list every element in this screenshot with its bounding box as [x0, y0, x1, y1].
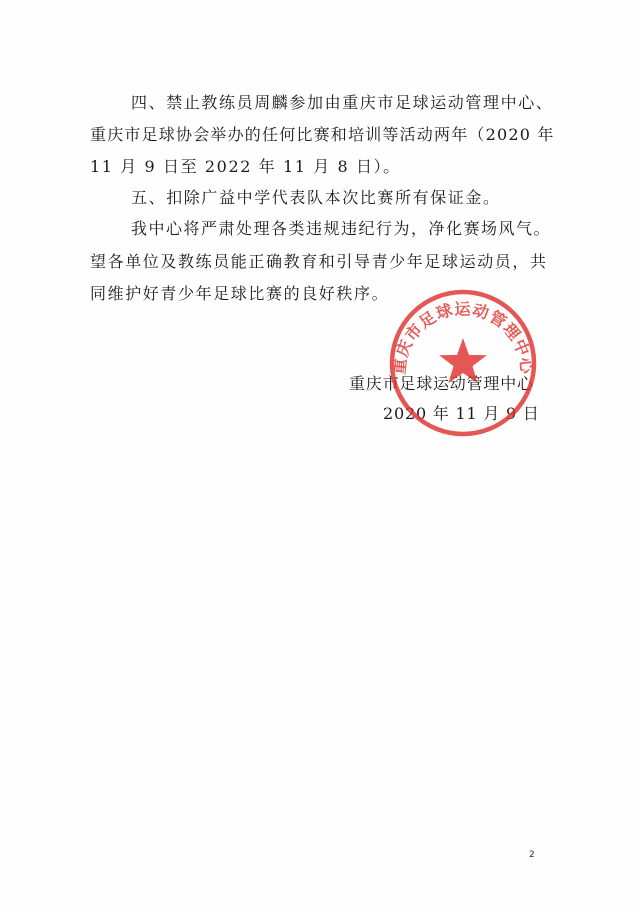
paragraph-line: 11 月 9 日至 2022 年 11 月 8 日）。 — [90, 157, 401, 176]
paragraph-line: 我中心将严肃处理各类违规违纪行为，净化赛场风气。 — [131, 219, 552, 238]
seal-text: 重庆市足球运动管理中心 — [389, 299, 537, 376]
paragraph-line: 四、禁止教练员周麟参加由重庆市足球运动管理中心、 — [131, 93, 554, 112]
paragraph-line: 同维护好青少年足球比赛的良好秩序。 — [90, 284, 390, 303]
official-seal-stamp — [388, 288, 538, 438]
paragraph-line: 望各单位及教练员能正确教育和引导青少年足球运动员，共 — [90, 252, 548, 271]
paragraph-line: 五、扣除广益中学代表队本次比赛所有保证金。 — [131, 188, 501, 207]
signature-date: 2020 年 11 月 9 日 — [383, 404, 540, 423]
page-number: 2 — [529, 850, 535, 860]
star-icon — [439, 338, 487, 383]
paragraph-line: 重庆市足球协会举办的任何比赛和培训等活动两年（2020 年 — [90, 125, 555, 144]
signature-organization: 重庆市足球运动管理中心 — [349, 374, 534, 393]
